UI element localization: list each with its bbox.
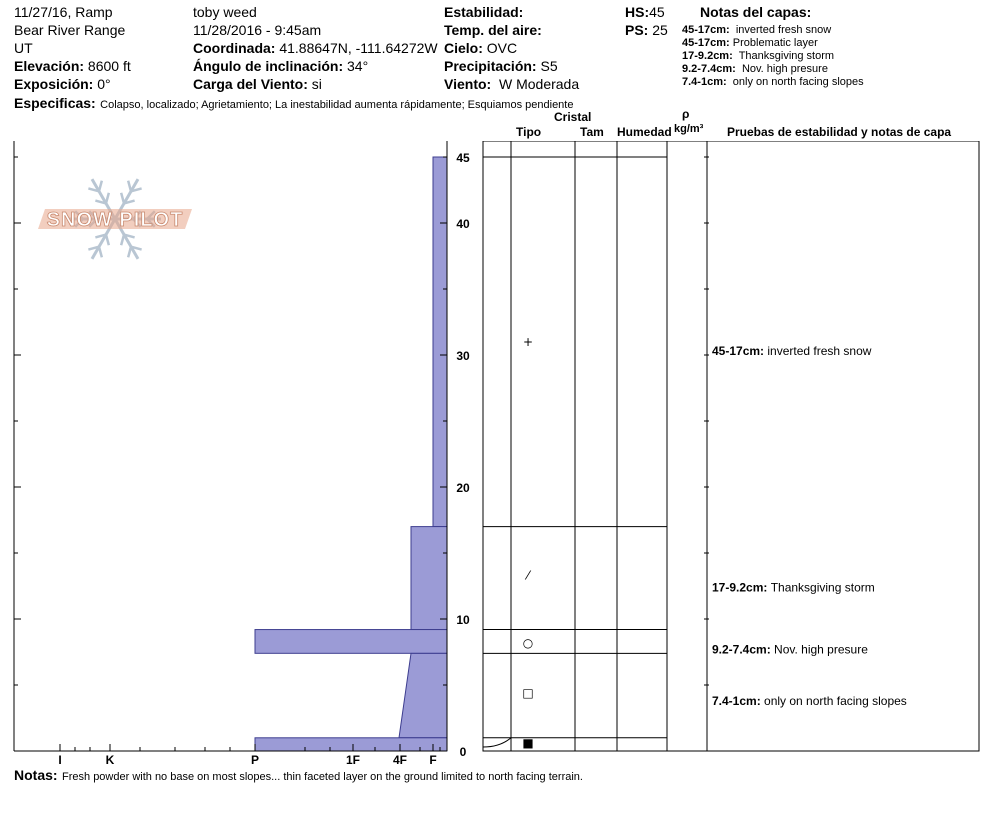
sky: Cielo: OVC — [444, 40, 518, 56]
state-name: UT — [14, 40, 33, 56]
hardness-tick-label: P — [250, 753, 260, 767]
layer-note-item: 45-17cm: inverted fresh snow — [682, 24, 832, 36]
hardness-bar — [433, 157, 447, 527]
layer-note-item: 7.4-1cm: only on north facing slopes — [682, 76, 864, 88]
snowflake-branch — [128, 247, 131, 258]
footer-notes: Notas: Fresh powder with no base on most slopes... thin faceted layer on the ground limited to north facing terrain. — [14, 767, 583, 783]
layer-table — [483, 157, 907, 750]
depth-tick-label: 10 — [456, 613, 470, 627]
depth-tick-label: 0 — [459, 745, 467, 759]
hardness-bar — [399, 653, 447, 737]
observation-datetime: 11/28/2016 - 9:45am — [193, 22, 322, 38]
wind-loading: Carga del Viento: si — [193, 76, 322, 92]
penetration: PS: 25 — [625, 22, 668, 38]
hardness-tick-label: K — [105, 753, 115, 767]
depth-tick-label: 45 — [456, 151, 470, 165]
hardness-bar — [255, 738, 447, 751]
snowflake-branch — [106, 235, 109, 246]
air-temp-label: Temp. del aire: — [444, 22, 542, 38]
rho-header: ρ — [682, 107, 690, 121]
size-header: Tam — [580, 125, 604, 139]
moisture-header: Humedad — [617, 125, 672, 139]
depth-axis — [14, 151, 709, 767]
snowflake-branch — [99, 247, 102, 258]
grain-type-symbol: + — [522, 334, 534, 349]
layer-test-note: 45-17cm: inverted fresh snow — [712, 344, 872, 359]
layer-note-item: 9.2-7.4cm: Nov. high presure — [682, 63, 828, 75]
hardness-tick-label: 4F — [392, 753, 408, 767]
depth-tick-label: 20 — [456, 481, 470, 495]
layer-test-note: 9.2-7.4cm: Nov. high presure — [712, 642, 868, 657]
type-header: Tipo — [516, 125, 542, 139]
crystal-header: Cristal — [554, 110, 592, 124]
snow-height: HS:45 — [625, 4, 665, 20]
precipitation: Precipitación: S5 — [444, 58, 558, 74]
snowflake-branch — [106, 193, 109, 204]
layer-note-item: 45-17cm: Problematic layer — [682, 37, 818, 49]
slope-angle: Ángulo de inclinación: 34° — [193, 58, 369, 74]
layer-test-note: 17-9.2cm: Thanksgiving storm — [712, 580, 875, 595]
depth-tick-label: 40 — [456, 217, 470, 231]
logo-wordmark: SNOW PILOT — [46, 209, 184, 231]
snowpilot-logo — [38, 179, 192, 259]
stability-label: Estabilidad: — [444, 4, 524, 20]
table-frame — [483, 141, 979, 751]
date-location: 11/27/16, Ramp — [14, 4, 113, 20]
grain-type-symbol: ⁄ — [526, 568, 530, 583]
tests-header: Pruebas de estabilidad y notas de capa — [727, 125, 952, 139]
layer-notes-title: Notas del capas: — [700, 4, 812, 20]
density-header: kg/m³ — [674, 123, 704, 135]
hardness-bar — [411, 527, 447, 630]
depth-tick-label: 30 — [456, 349, 470, 363]
table-top-mask — [482, 139, 980, 141]
hardness-tick-label: F — [429, 753, 437, 767]
hardness-profile — [255, 157, 447, 751]
layer-test-note: 7.4-1cm: only on north facing slopes — [712, 693, 907, 708]
snowflake-branch — [121, 193, 124, 204]
elevation: Elevación: 8600 ft — [14, 58, 131, 74]
grain-type-symbol: □ — [522, 685, 534, 700]
grain-type-symbol: ○ — [522, 635, 534, 650]
snowflake-branch — [128, 181, 131, 192]
hardness-bar — [255, 630, 447, 654]
snowflake-branch — [99, 181, 102, 192]
hardness-tick-label: 1F — [345, 753, 361, 767]
wind: Viento: W Moderada — [444, 76, 580, 92]
grain-type-symbol: ■ — [522, 736, 534, 751]
specifics: Especificas: Colapso, localizado; Agrietamiento; La inestabilidad aumenta rápidamente; Esquiamos pendiente — [14, 95, 574, 111]
aspect: Exposición: 0° — [14, 76, 111, 92]
snowflake-branch — [121, 235, 124, 246]
hardness-tick-label: I — [58, 753, 62, 767]
layer-note-item: 17-9.2cm: Thanksgiving storm — [682, 50, 835, 62]
layer-connector — [483, 738, 511, 747]
observer-name: toby weed — [193, 4, 257, 20]
range-name: Bear River Range — [14, 22, 126, 38]
coordinates: Coordinada: 41.88647N, -111.64272W — [193, 40, 438, 56]
